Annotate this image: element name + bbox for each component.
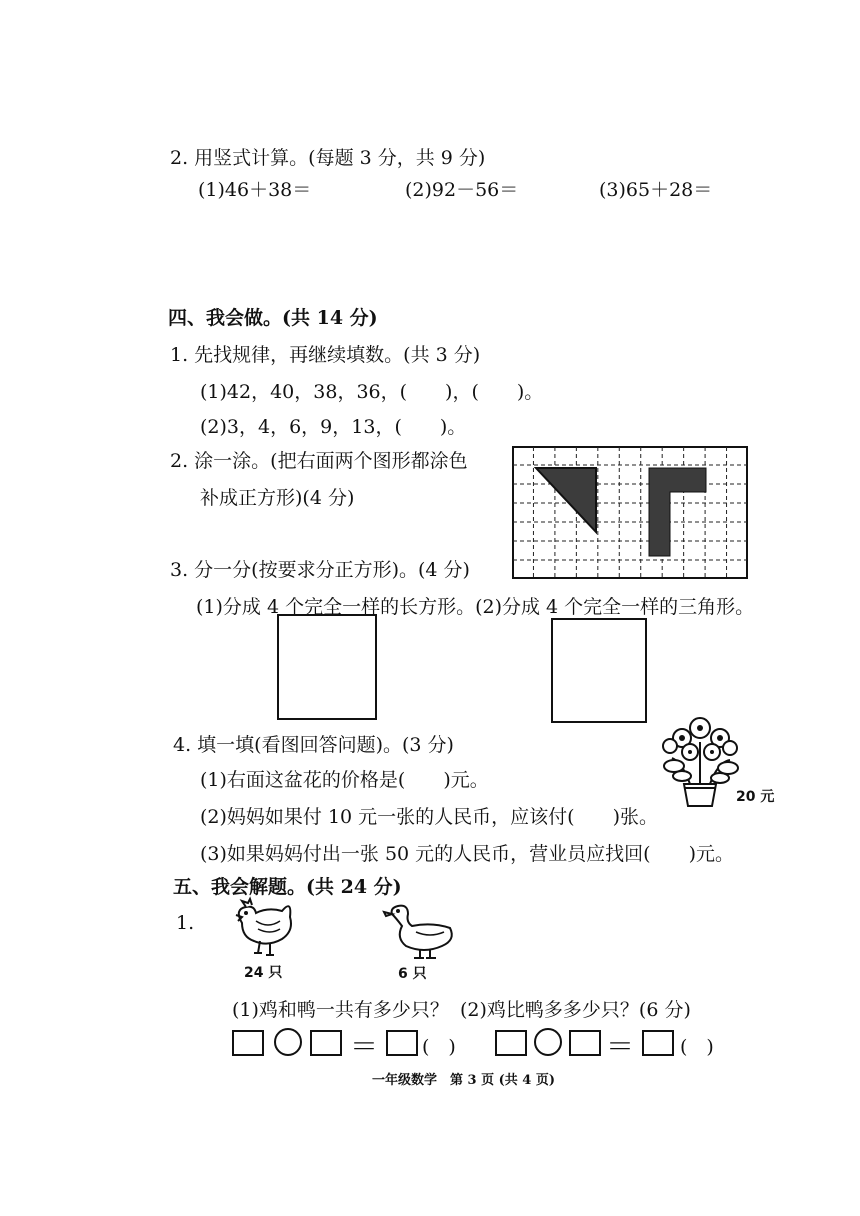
calc-item-3: (3)65＋28＝ bbox=[599, 179, 713, 201]
l-shape bbox=[649, 468, 706, 556]
square-for-rectangles bbox=[277, 614, 377, 720]
equals-sign: ＝ bbox=[350, 1030, 379, 1063]
answer-box[interactable] bbox=[495, 1030, 527, 1056]
problem-number: 1. bbox=[176, 912, 195, 934]
fill-question-title: 4. 填一填(看图回答问题)。(3 分) bbox=[173, 734, 454, 756]
pattern-item-1: (1)42，40，38，36，( )，( )。 bbox=[200, 381, 544, 403]
section-4-heading: 四、我会做。(共 14 分) bbox=[168, 307, 378, 329]
duck-count: 6 只 bbox=[398, 966, 427, 982]
pattern-item-2: (2)3，4，6，9，13，( )。 bbox=[200, 416, 467, 438]
unit-blank[interactable]: ( ) bbox=[422, 1036, 456, 1058]
answer-box[interactable] bbox=[310, 1030, 342, 1056]
dotted-grid-figure bbox=[512, 446, 748, 579]
answer-box[interactable] bbox=[569, 1030, 601, 1056]
pattern-question-title: 1. 先找规律，再继续填数。(共 3 分) bbox=[170, 344, 481, 366]
coloring-question-title-line2: 补成正方形)(4 分) bbox=[200, 487, 355, 509]
chicken-count: 24 只 bbox=[244, 965, 283, 981]
calc-item-2: (2)92－56＝ bbox=[405, 179, 519, 201]
flower-price-label: 20 元 bbox=[736, 789, 775, 805]
coloring-question-title: 2. 涂一涂。(把右面两个图形都涂色 bbox=[170, 450, 468, 472]
problem-question-1: (1)鸡和鸭一共有多少只？ bbox=[232, 999, 449, 1021]
chicken-icon bbox=[228, 895, 298, 957]
operator-circle[interactable] bbox=[274, 1028, 302, 1056]
answer-box[interactable] bbox=[642, 1030, 674, 1056]
flower-pot-icon bbox=[660, 712, 742, 808]
square-for-triangles bbox=[551, 618, 647, 723]
fill-item-1: (1)右面这盆花的价格是( )元。 bbox=[200, 769, 489, 791]
fill-item-2: (2)妈妈如果付 10 元一张的人民币，应该付( )张。 bbox=[200, 806, 658, 828]
divide-question-title: 3. 分一分(按要求分正方形)。(4 分) bbox=[170, 559, 470, 581]
calc-item-1: (1)46＋38＝ bbox=[198, 179, 312, 201]
problem-question-2: (2)鸡比鸭多多少只？(6 分) bbox=[460, 999, 691, 1021]
page-footer: 一年级数学 第 3 页 (共 4 页) bbox=[372, 1073, 556, 1088]
fill-item-3: (3)如果妈妈付出一张 50 元的人民币，营业员应找回( )元。 bbox=[200, 843, 734, 865]
operator-circle[interactable] bbox=[534, 1028, 562, 1056]
section-5-heading: 五、我会解题。(共 24 分) bbox=[173, 876, 402, 898]
unit-blank[interactable]: ( ) bbox=[680, 1036, 714, 1058]
calc-question-title: 2. 用竖式计算。(每题 3 分，共 9 分) bbox=[170, 147, 486, 169]
equals-sign: ＝ bbox=[606, 1030, 635, 1063]
answer-box[interactable] bbox=[386, 1030, 418, 1056]
divide-subquestions: (1)分成 4 个完全一样的长方形。(2)分成 4 个完全一样的三角形。 bbox=[196, 596, 755, 618]
answer-box[interactable] bbox=[232, 1030, 264, 1056]
duck-icon bbox=[380, 900, 460, 962]
